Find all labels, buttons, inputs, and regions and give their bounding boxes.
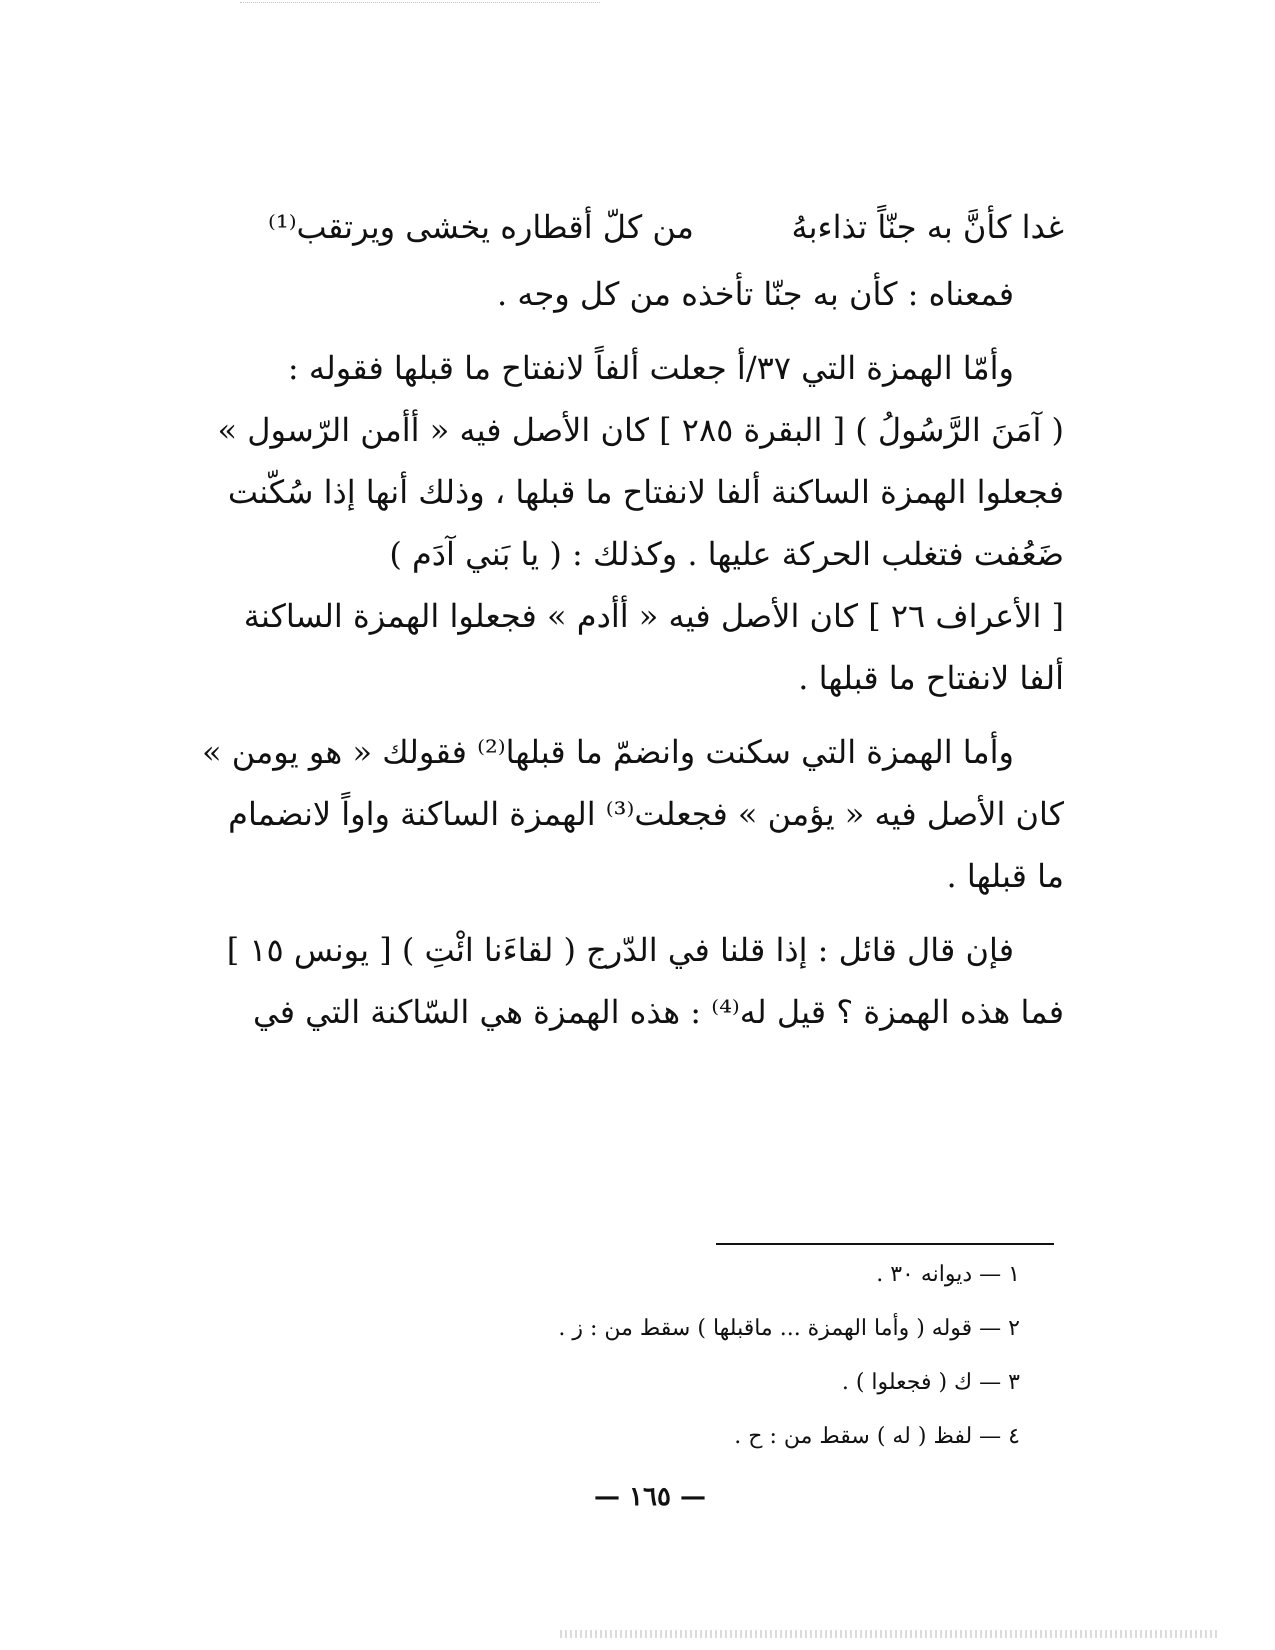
footnote-item: ٤ — لفظ ( له ) سقط من : ح . [734, 1424, 1020, 1449]
text-line: فإن قال قائل : إذا قلنا في الدّرج ( لقاءَنا ائْتِ ) [ يونس ١٥ ] [226, 931, 1014, 969]
text-line: ( آمَنَ الرَّسُولُ ) [ البقرة ٢٨٥ ] كان الأصل فيه « أأمن الرّسول » [217, 411, 1064, 449]
text-line: فما هذه الهمزة ؟ قيل له⁽⁴⁾ : هذه الهمزة هي السّاكنة التي في [253, 993, 1064, 1031]
footnote-item: ٢ — قوله ( وأما الهمزة ... ماقبلها ) سقط من : ز . [558, 1316, 1020, 1341]
text-line: فمعناه : كأن به جنّا تأخذه من كل وجه . [497, 275, 1014, 313]
text-line: ألفا لانفتاح ما قبلها . [798, 659, 1064, 697]
text-line: [ الأعراف ٢٦ ] كان الأصل فيه « أأدم » فجعلوا الهمزة الساكنة [243, 597, 1064, 635]
page-number: — ١٦٥ — [593, 1482, 707, 1512]
main-text [202, 208, 1064, 1031]
scan-artifact-bottom [560, 1630, 1220, 1638]
text-line: ضَعُفت فتغلب الحركة عليها . وكذلك : ( يا بَني آدَم ) [389, 535, 1064, 573]
text-line: فجعلوا الهمزة الساكنة ألفا لانفتاح ما قبلها ، وذلك أنها إذا سُكّنت [227, 473, 1064, 511]
text-line: وأما الهمزة التي سكنت وانضمّ ما قبلها⁽²⁾ فقولك « هو يومن » [202, 733, 1014, 771]
text-line: كان الأصل فيه « يؤمن » فجعلت⁽³⁾ الهمزة الساكنة واواً لانضمام [228, 795, 1064, 833]
poem-verse [268, 208, 1064, 248]
text-line: ما قبلها . [946, 857, 1064, 895]
poem-hemistich-first: غدا كأنَّ به جنّاً تذاءبهُ [791, 208, 1064, 246]
scan-artifact-top [240, 2, 600, 6]
footnote-item: ١ — ديوانه ٣٠ . [876, 1262, 1020, 1287]
footnote-item: ٣ — ك ( فجعلوا ) . [841, 1370, 1020, 1395]
poem-hemistich-second: من كلّ أقطاره يخشى ويرتقب⁽¹⁾ [268, 208, 694, 246]
text-line: وأمّا الهمزة التي ٣٧/أ جعلت ألفاً لانفتاح ما قبلها فقوله : [287, 349, 1014, 387]
footnote-divider [716, 1243, 1054, 1245]
footnotes [420, 1262, 1020, 1478]
